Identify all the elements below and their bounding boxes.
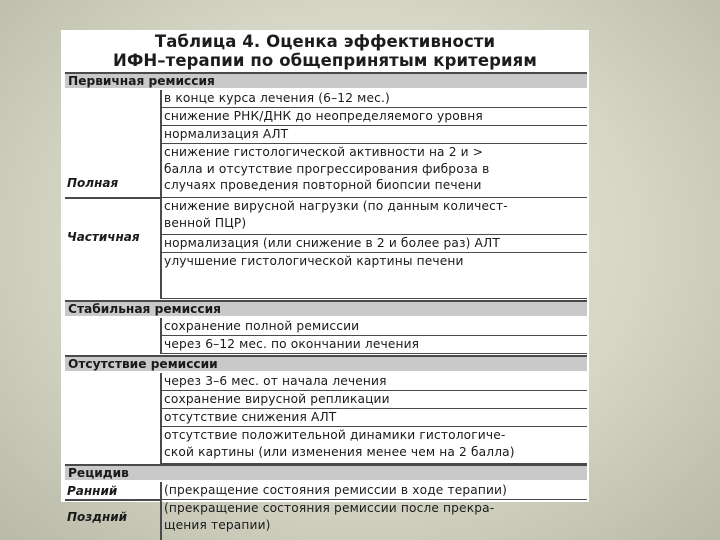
table-row: через 6–12 мес. по окончании лечения	[161, 336, 587, 354]
table-row: (прекращение состояния ремиссии в ходе терапии)	[161, 482, 587, 500]
title-line-1: Таблица 4. Оценка эффективности	[154, 32, 496, 51]
row-text-line: снижение вирусной нагрузки (по данным количест-	[164, 199, 508, 213]
table-row: через 3–6 мес. от начала лечения	[161, 373, 587, 391]
table-row	[161, 427, 587, 464]
group-label-late: Поздний	[67, 510, 128, 524]
group-divider	[65, 197, 161, 199]
table-row: сохранение вирусной репликации	[161, 391, 587, 409]
section-no-remission: Отсутствие ремиссии	[65, 355, 587, 371]
table-row: улучшение гистологической картины печени	[161, 253, 587, 299]
row-text-line: снижение гистологической активности на 2 и >	[164, 145, 484, 159]
table-row	[161, 144, 587, 198]
table-row: в конце курса лечения (6–12 мес.)	[161, 90, 587, 108]
section-relapse: Рецидив	[65, 464, 587, 480]
group-divider	[65, 499, 161, 501]
table-row: нормализация АЛТ	[161, 126, 587, 144]
group-label-early: Ранний	[67, 484, 118, 498]
table-sheet	[61, 30, 589, 532]
section-primary-remission: Первичная ремиссия	[65, 72, 587, 88]
row-text-line: балла и отсутствие прогрессирования фиброза в	[164, 161, 490, 176]
row-text-line: (прекращение состояния ремиссии после прекра-	[164, 501, 495, 515]
table-row: нормализация (или снижение в 2 и более раз) АЛТ	[161, 235, 587, 253]
group-label-partial: Частичная	[67, 230, 140, 244]
table-row	[161, 198, 587, 235]
row-text-line: венной ПЦР)	[164, 215, 247, 230]
table-title	[61, 32, 589, 70]
table-row	[161, 500, 587, 540]
table-row: сохранение полной ремиссии	[161, 318, 587, 336]
group-label-full: Полная	[67, 176, 119, 190]
table-row: отсутствие снижения АЛТ	[161, 409, 587, 427]
row-text-line: щения терапии)	[164, 517, 271, 532]
row-text-line: случаях проведения повторной биопсии печени	[164, 178, 482, 192]
section-stable-remission: Стабильная ремиссия	[65, 300, 587, 316]
table-row: снижение РНК/ДНК до неопределяемого уровня	[161, 108, 587, 126]
row-text-line: отсутствие положительной динамики гистологиче-	[164, 428, 506, 442]
row-text-line: ской картины (или изменения менее чем на 2 балла)	[164, 444, 515, 459]
title-line-2: ИФН–терапии по общепринятым критериям	[113, 51, 537, 70]
